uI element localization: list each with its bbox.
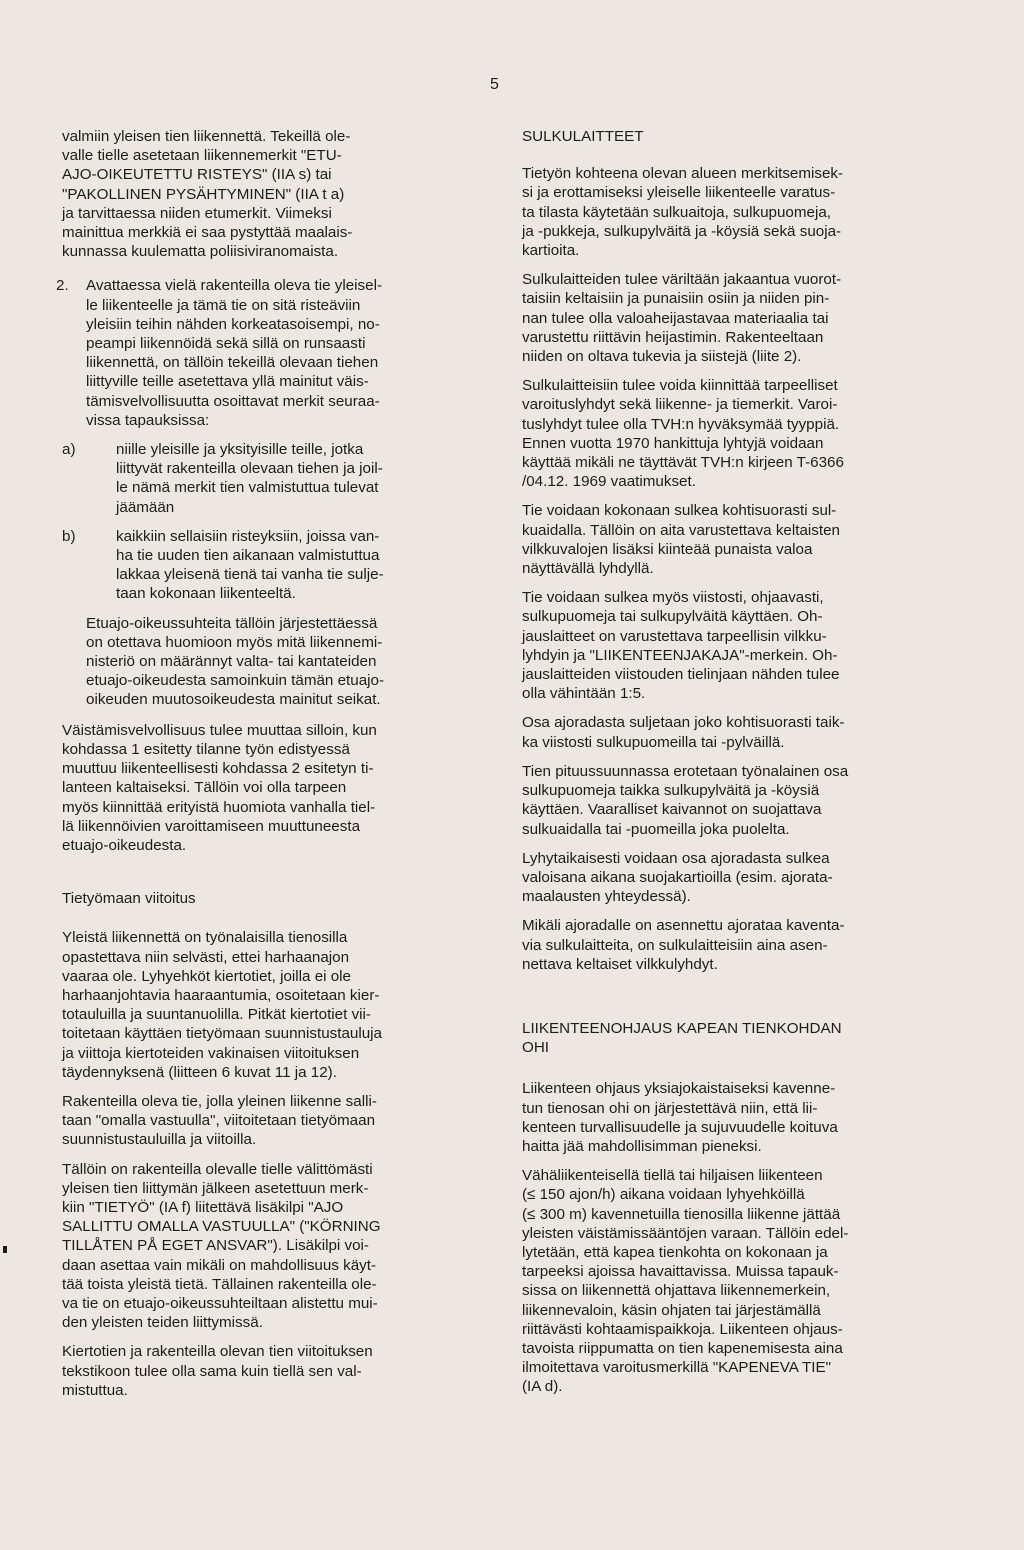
text-line: vaaraa ole. Lyhyehköt kiertotiet, joilla ei ole <box>62 967 352 985</box>
text-line: myös kiinnittää erityistä huomiota vanhalla tiel- <box>62 798 376 816</box>
text-line: valoisana aikana suojakartioilla (esim. ajorata- <box>522 868 833 886</box>
text-line: kunnassa kuulematta poliisiviranomaista. <box>62 243 339 261</box>
text-line: varustettu riittävin heijastimin. Rakenteeltaan <box>522 328 824 346</box>
text-line: "PAKOLLINEN PYSÄHTYMINEN" (IIA t a) <box>62 185 345 203</box>
text-line: si ja erottamiseksi yleiselle liikenteelle varatus- <box>522 184 836 202</box>
text-line: niille yleisille ja yksityisille teille, jotka <box>116 441 364 459</box>
text-line: ja tarvittaessa niiden etumerkit. Viimeksi <box>62 204 332 222</box>
text-line: ilmoitettava varoitusmerkillä "KAPENEVA TIE" <box>522 1359 832 1377</box>
text-line: jauslaitteet on varustettava tarpeellisin vilkku- <box>522 627 827 645</box>
text-line: suunnistustauluilla ja viitoilla. <box>62 1131 257 1149</box>
text-line: toitetaan käyttäen tietyömaan suunnistustauluja <box>62 1025 382 1043</box>
text-line: vilkkuvalojen lisäksi kiinteää punaista valoa <box>522 540 813 558</box>
text-line: via sulkulaitteita, on sulkulaitteisiin aina asen- <box>522 936 828 954</box>
text-line: liittyville teille asetettava yllä mainitut väis- <box>86 373 369 391</box>
text-line: etuajo-oikeudesta. <box>62 836 187 854</box>
text-line: Yleistä liikennettä on työnalaisilla tienosilla <box>62 929 348 947</box>
text-line: Lyhytaikaisesti voidaan osa ajoradasta sulkea <box>522 849 830 867</box>
list-marker: a) <box>62 441 76 459</box>
text-line: Ennen vuotta 1970 hankittuja lyhtyjä voidaan <box>522 434 824 452</box>
list-item-b <box>62 527 480 604</box>
text-line: olla vähintään 1:5. <box>522 685 646 703</box>
text-line: valmiin yleisen tien liikennettä. Tekeillä ole- <box>62 128 351 145</box>
text-line: kenteen turvallisuudelle ja sujuvuudelle koituva <box>522 1118 838 1136</box>
paragraph-lyhytaikaisesti <box>522 849 942 907</box>
left-column <box>56 127 480 1400</box>
text-line: Tietyön kohteena olevan alueen merkitsemisek- <box>522 165 844 183</box>
text-line: liikennettä, on tällöin tekeillä olevaan tiehen <box>86 354 379 372</box>
text-line: LIIKENTEENOHJAUS KAPEAN TIENKOHDAN <box>522 1019 842 1037</box>
text-line: kohdassa 1 esitetty tilanne työn edistyessä <box>62 740 350 758</box>
text-line: le nämä merkit tien valmistuttua tulevat <box>116 479 379 497</box>
paragraph-talloin <box>62 1160 480 1333</box>
text-line: tää toista yleistä tietä. Tällainen rakenteilla ole- <box>62 1275 377 1293</box>
heading-sulkulaitteet: SULKULAITTEET <box>522 128 644 145</box>
text-line: käyttää mikäli ne täyttävät TVH:n kirjeen T-6366 <box>522 454 844 472</box>
text-line: tun tienosan ohi on järjestettävä niin, että lii- <box>522 1099 818 1117</box>
text-line: (≤ 300 m) kavennetuilla tienosilla liikenne jättää <box>522 1205 841 1223</box>
text-line: nettava keltaiset vilkkulyhdyt. <box>522 955 718 973</box>
paragraph-varitaan <box>522 270 942 366</box>
text-line: niiden on oltava tukevia ja siistejä (liite 2). <box>522 348 802 366</box>
text-line: liikennevaloin, käsin ohjaten tai järjestämällä <box>522 1301 821 1319</box>
text-line: sulkuaidalla tai -puomeilla joka puolelta. <box>522 820 790 838</box>
text-line: Vähäliikenteisellä tiellä tai hiljaisen liikenteen <box>522 1167 823 1185</box>
text-line: täydennyksenä (liitteen 6 kuvat 11 ja 12). <box>62 1063 337 1081</box>
text-line: OHI <box>522 1039 550 1057</box>
text-line: va tie on etuajo-oikeussuhteiltaan alistettu mui- <box>62 1294 378 1312</box>
text-line: harhaanjohtavia haaraantumia, osoitetaan kier- <box>62 986 380 1004</box>
text-line: tekstikoon tulee olla sama kuin tiellä sen val- <box>62 1362 362 1380</box>
text-line: tämisvelvollisuutta osoittavat merkit seuraa- <box>86 392 380 410</box>
text-line: SALLITTU OMALLA VASTUULLA" ("KÖRNING <box>62 1218 381 1236</box>
text-line: Kiertotien ja rakenteilla olevan tien viitoituksen <box>62 1343 373 1361</box>
text-line: (≤ 150 ajon/h) aikana voidaan lyhyehköillä <box>522 1186 805 1204</box>
text-line: valle tielle asetetaan liikennemerkit "ETU- <box>62 147 342 165</box>
text-line: maalausten yhteydessä). <box>522 888 691 906</box>
text-line: le liikenteelle ja tämä tie on sitä risteäviin <box>86 296 361 314</box>
list-item-a <box>62 440 480 517</box>
text-line: muuttuu liikenteellisesti kohdassa 2 esitetyn ti- <box>62 760 374 778</box>
text-line: nan tulee olla valoaheijastavaa materiaalia tai <box>522 309 829 327</box>
right-column <box>522 127 942 1397</box>
text-line: peampi liikennöidä sekä sillä on runsaasti <box>86 335 366 353</box>
text-line: opastettava niin selvästi, ettei harhaanajon <box>62 948 350 966</box>
text-line: ta tilasta käytetään sulkuaitoja, sulkupuomeja, <box>522 203 831 221</box>
margin-mark <box>3 1246 7 1253</box>
text-line: taisiin keltaisiin ja punaisiin osiin ja niiden pin- <box>522 290 830 308</box>
paragraph-viistosti <box>522 588 942 703</box>
text-line: sulkupuomeja tai sulkupylväitä käyttäen. Oh- <box>522 608 823 626</box>
text-line: mistuttua. <box>62 1381 128 1399</box>
heading-tietyomaan-viitoitus: Tietyömaan viitoitus <box>62 890 196 908</box>
text-line: Osa ajoradasta suljetaan joko kohtisuorasti taik- <box>522 714 845 732</box>
text-line: lakkaa yleisenä tienä tai vanha tie sulje- <box>116 566 384 584</box>
text-line: kiin "TIETYÖ" (IA f) liitettävä lisäkilpi "AJO <box>62 1198 344 1216</box>
text-line: Rakenteilla oleva tie, jolla yleinen liikenne salli- <box>62 1092 377 1110</box>
text-line: AJO-OIKEUTETTU RISTEYS" (IIA s) tai <box>62 166 332 184</box>
page-number: 5 <box>490 76 499 93</box>
paragraph-pituussuunnassa <box>522 762 942 839</box>
paragraph-varoituslyhdyt <box>522 376 942 491</box>
text-line: lytetään, että kapea tienkohta on kokonaan ja <box>522 1243 828 1261</box>
text-line: on otettava huomioon myös mitä liikennemi- <box>86 633 383 651</box>
text-line: Etuajo-oikeussuhteita tällöin järjestettäessä <box>86 614 378 632</box>
text-line: kuaidalla. Tällöin on aita varustettava keltaisten <box>522 521 841 539</box>
text-line: Sulkulaitteisiin tulee voida kiinnittää tarpeelliset <box>522 377 838 395</box>
paragraph-vahaliikenteisella <box>522 1166 942 1396</box>
text-line: etuajo-oikeudesta samoinkuin tämän etuajo- <box>86 672 385 690</box>
paragraph-kohtisuoraan <box>522 501 942 578</box>
text-line: tavoista riippumatta on tien kapenemisesta aina <box>522 1339 843 1357</box>
text-line: Sulkulaitteiden tulee väriltään jakaantua vuorot- <box>522 271 842 289</box>
text-line: oikeuden muutosoikeudesta mainitut seikat. <box>86 691 381 709</box>
text-line: ha tie uuden tien aikanaan valmistuttua <box>116 547 380 565</box>
text-line: kaikkiin sellaisiin risteyksiin, joissa van- <box>116 527 380 545</box>
text-line: sulkupuomeja taikka sulkupylväitä ja -köysiä <box>522 782 820 800</box>
text-line: näyttävällä lyhdyllä. <box>522 560 654 578</box>
paragraph-mikali <box>522 916 942 974</box>
text-line: Väistämisvelvollisuus tulee muuttaa silloin, kun <box>62 721 377 739</box>
text-line: Tien pituussuunnassa erotetaan työnalainen osa <box>522 762 849 780</box>
text-line: ja viittoja kiertoteiden vakinaisen viitoituksen <box>62 1044 360 1062</box>
list-marker: 2. <box>56 277 69 295</box>
text-line: nisteriö on määrännyt valta- tai kantateiden <box>86 653 377 671</box>
list-item-2 <box>56 276 480 709</box>
text-line: riittävästi kohtaamispaikkoja. Liikenteen ohjaus- <box>522 1320 843 1338</box>
text-line: Tie voidaan sulkea myös viistosti, ohjaavasti, <box>522 589 824 607</box>
text-line: jauslaitteiden viistouden tielinjaan nähden tulee <box>522 666 840 684</box>
paragraph-rakenteilla <box>62 1092 480 1150</box>
text-line: daan asettaa vain mikäli on mahdollisuus käyt- <box>62 1256 377 1274</box>
text-line: TILLÅTEN PÅ EGET ANSVAR"). Lisäkilpi voi- <box>62 1237 369 1255</box>
text-line: (IA d). <box>522 1378 563 1396</box>
text-line: taan "omalla vastuulla", viitoitetaan tietyömaan <box>62 1112 376 1130</box>
text-line: ja -pukkeja, sulkupylväitä ja -köysiä sekä suoja- <box>522 222 842 240</box>
text-line: Tällöin on rakenteilla olevalle tielle välittömästi <box>62 1160 373 1178</box>
paragraph-osa-ajoradasta <box>522 713 942 751</box>
text-line: yleisten väistämissääntöjen varaan. Tällöin edel- <box>522 1224 849 1242</box>
text-line: lä liikennöivien varoittamiseen muuttuneesta <box>62 817 361 835</box>
paragraph-yleista <box>62 928 480 1082</box>
text-line: tarpeeksi ajoissa havaittavissa. Muissa tapauk- <box>522 1263 839 1281</box>
paragraph-tietyon-kohteena <box>522 164 942 260</box>
paragraph-kiertotien <box>62 1342 480 1400</box>
text-line: lyhdyin ja "LIIKENTEENJAKAJA"-merkein. Oh- <box>522 646 838 664</box>
text-line: yleisiin teihin nähden korkeatasoisempi, no- <box>86 315 380 333</box>
list-marker: b) <box>62 527 76 545</box>
text-line: Avattaessa vielä rakenteilla oleva tie yleisel- <box>86 277 383 295</box>
text-line: lanteen kaltaiseksi. Tällöin voi olla tarpeen <box>62 779 347 797</box>
paragraph-ohjaus <box>522 1079 942 1156</box>
text-line: liittyvät rakenteilla olevaan tiehen ja joil- <box>116 460 383 478</box>
text-line: haitta jää mahdollisimman pieneksi. <box>522 1137 762 1155</box>
paragraph-etuajo <box>86 614 480 710</box>
text-line: sissa on liikennettä ohjattava liikennemerkein, <box>522 1282 831 1300</box>
text-line: Tie voidaan kokonaan sulkea kohtisuorasti sul- <box>522 502 837 520</box>
text-line: totauluilla ja suuntanuolilla. Pitkät kiertotiet vii- <box>62 1006 371 1024</box>
text-line: ka viistosti sulkupuomeilla tai -pylväillä. <box>522 733 785 751</box>
paragraph-vaistamis <box>62 721 480 855</box>
text-line: mainittua merkkiä ei saa pystyttää maalais- <box>62 224 353 242</box>
text-line: Mikäli ajoradalle on asennettu ajorataa kaventa- <box>522 917 845 935</box>
heading-liikenteenohjaus <box>522 1019 942 1057</box>
text-line: den yleisten teiden liittymissä. <box>62 1314 263 1332</box>
text-line: kartioita. <box>522 242 580 260</box>
text-line: taan kokonaan liikenteeltä. <box>116 585 296 603</box>
text-line: jäämään <box>116 498 175 516</box>
text-line: tuslyhdyt tulee olla TVH:n hyväksymää tyyppiä. <box>522 415 840 433</box>
paragraph-intro <box>62 127 480 261</box>
text-line: yleisen tien liittymän jälkeen asetettuun merk- <box>62 1179 369 1197</box>
text-line: käyttäen. Vaaralliset kaivannot on suojattava <box>522 801 822 819</box>
text-line: Liikenteen ohjaus yksiajokaistaiseksi kavenne- <box>522 1080 836 1098</box>
text-line: /04.12. 1969 vaatimukset. <box>522 473 696 491</box>
text-line: varoituslyhdyt sekä liikenne- ja tiemerkit. Varoi- <box>522 396 838 414</box>
text-line: vissa tapauksissa: <box>86 411 210 429</box>
